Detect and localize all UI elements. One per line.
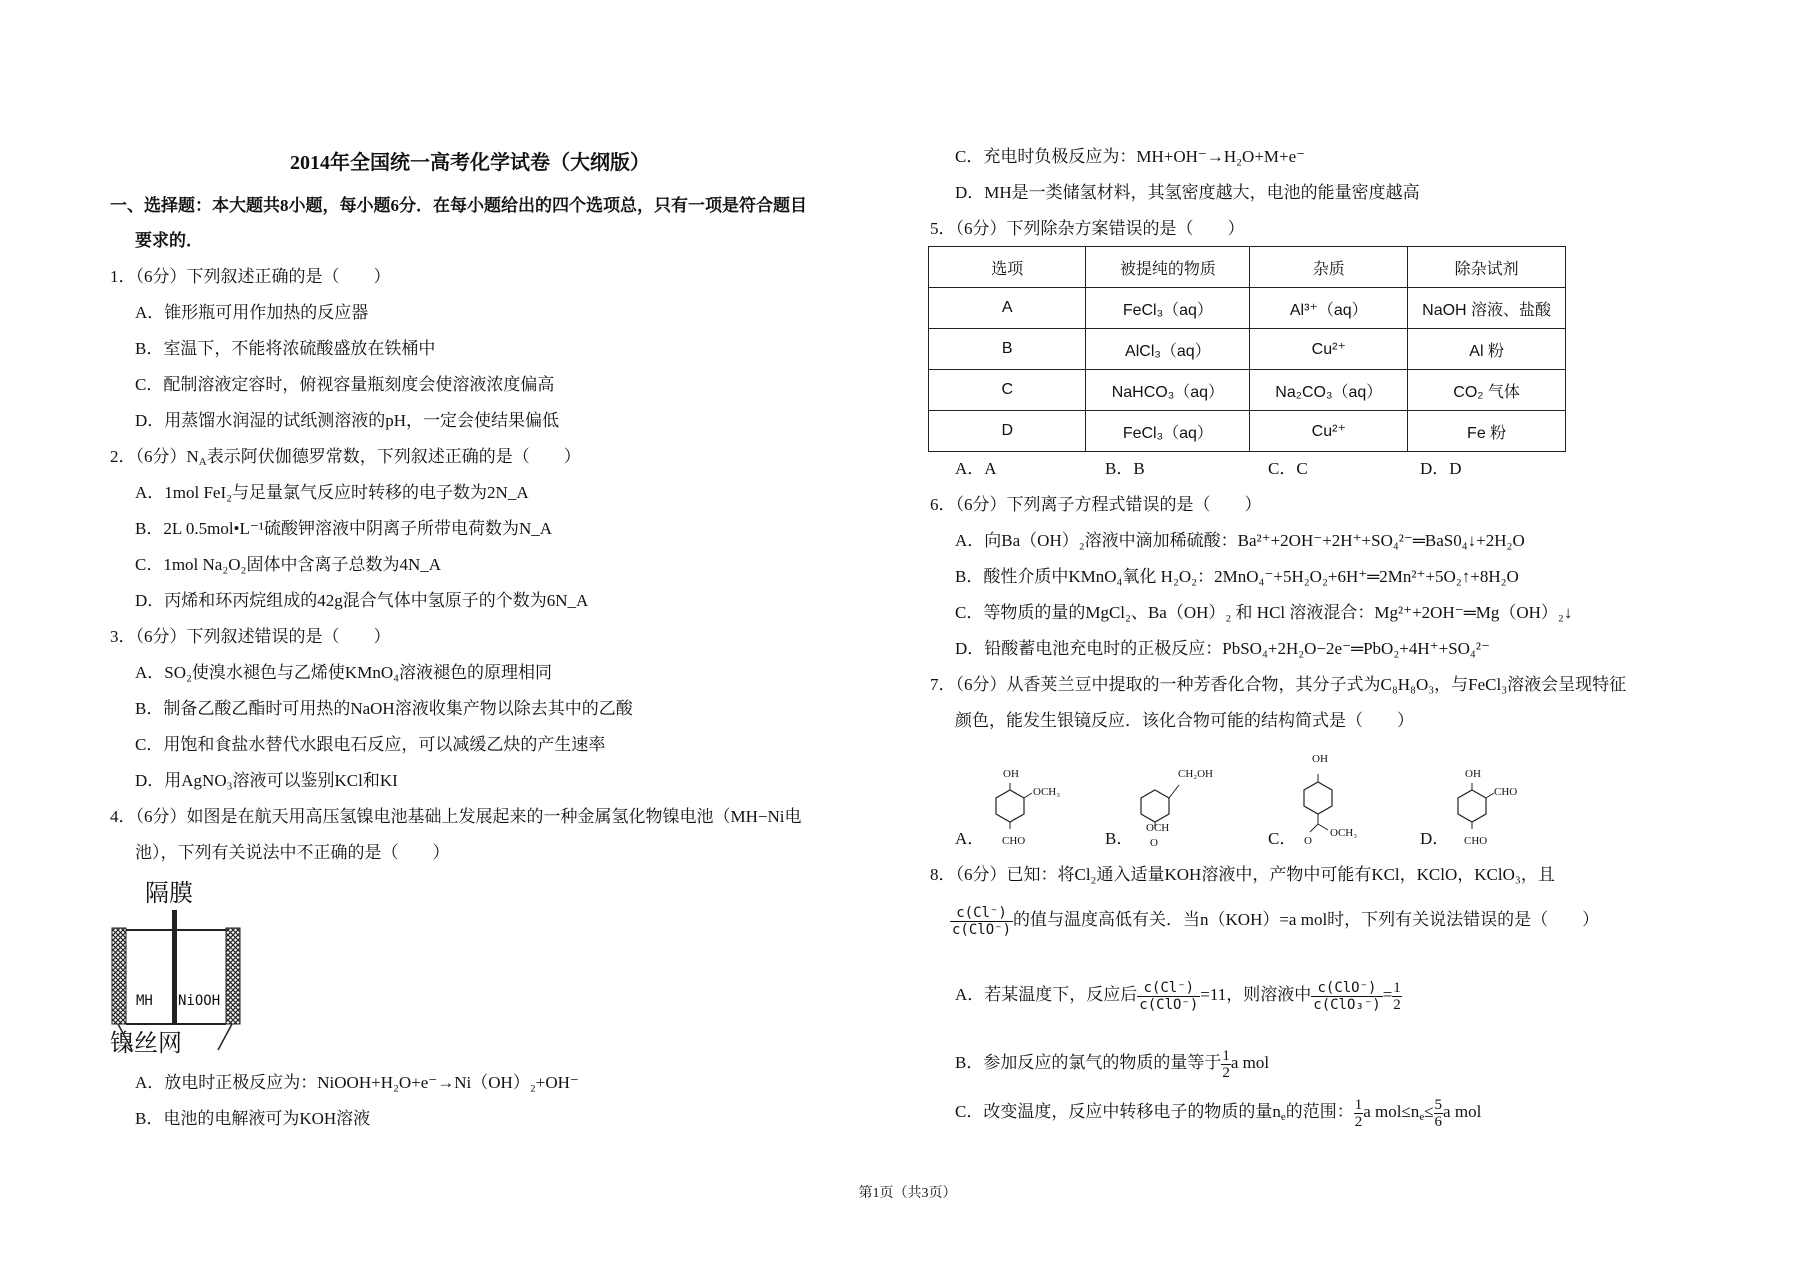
q7-option-b-label: B．: [1105, 829, 1134, 848]
q3-option-c: C．用饱和食盐水替代水跟电石反应，可以减缓乙炔的产生速率: [135, 735, 606, 754]
table-cell: Cu²⁺: [1250, 329, 1408, 370]
struct-a-cho: CHO: [1002, 835, 1026, 847]
page-footer: 第1页（共3页）: [858, 1186, 957, 1201]
q8-c-subscript-2: e: [1419, 1111, 1425, 1123]
page-title: 2014年全国统一高考化学试卷（大纲版）: [290, 152, 650, 174]
struct-d-cho-top: CHO: [1494, 786, 1518, 798]
table-row: [929, 411, 1566, 452]
fraction-numerator: c(ClO⁻): [1311, 980, 1382, 997]
figure-label-niooh: NiOOH: [178, 993, 221, 1009]
table-header-cell: 除杂试剂: [1408, 247, 1566, 288]
table-cell: B: [929, 329, 1086, 370]
fraction-numerator: c(Cl⁻): [1137, 980, 1200, 997]
table-cell: FeCl₃（aq）: [1086, 288, 1250, 329]
fraction-denominator: c(ClO⁻): [952, 921, 1012, 938]
struct-d-oh: OH: [1465, 768, 1481, 780]
table-cell: AlCl₃（aq）: [1086, 329, 1250, 370]
q8-option-a: [955, 975, 1402, 1015]
q3-stem: 3．（6分）下列叙述错误的是（ ）: [110, 627, 391, 646]
fraction-denominator: 2: [1222, 1064, 1230, 1081]
q8-c-middle-2: a mol≤n: [1363, 1102, 1420, 1121]
table-cell: C: [929, 370, 1086, 411]
q8-c-leq: ≤: [1424, 1102, 1434, 1121]
struct-b-o: O: [1150, 837, 1158, 849]
table-cell: Al³⁺（aq）: [1250, 288, 1408, 329]
table-header-cell: 杂质: [1250, 247, 1408, 288]
q7-stem-line2: 颜色，能发生银镜反应．该化合物可能的结构简式是（ ）: [955, 711, 1414, 730]
q8-b-suffix: a mol: [1230, 1053, 1270, 1072]
q8-a-middle: =11，则溶液中: [1200, 985, 1312, 1004]
q4-option-d: D．MH是一类储氢材料，其氢密度越大，电池的能量密度越高: [955, 183, 1420, 202]
q8-a-fraction-1: [1137, 980, 1200, 1013]
q8-c-suffix: a mol: [1443, 1102, 1482, 1121]
q8-a-equals: =: [1382, 985, 1393, 1004]
q7-stem-line1: 7．（6分）从香荚兰豆中提取的一种芳香化合物，其分子式为C₈H₈O₃，与FeCl₃溶液会呈现特征: [930, 675, 1627, 694]
q3-option-a: A．SO₂使溴水褪色与乙烯使KMnO₄溶液褪色的原理相同: [135, 663, 553, 682]
q6-option-b: B．酸性介质中KMnO₄氧化 H₂O₂：2MnO₄⁻+5H₂O₂+6H⁺═2Mn²⁺+5O₂↑+8H₂O: [955, 567, 1519, 586]
q4-option-a: A．放电时正极反应为：NiOOH+H₂O+e⁻→Ni（OH）₂+OH⁻: [135, 1073, 579, 1092]
q5-table: [928, 246, 1566, 452]
table-header-cell: 被提纯的物质: [1086, 247, 1250, 288]
fraction-numerator: 1: [1393, 979, 1401, 996]
q1-option-a: A．锥形瓶可用作加热的反应器: [135, 303, 369, 322]
q2-option-a: A．1mol FeI₂与足量氯气反应时转移的电子数为2N_A: [135, 483, 529, 502]
q8-stem-line2: [950, 900, 1599, 940]
fraction-denominator: 2: [1393, 996, 1401, 1013]
q2-option-b: B．2L 0.5mol•L⁻¹硫酸钾溶液中阴离子所带电荷数为N_A: [135, 519, 552, 538]
q5-option-b: B．B: [1105, 459, 1145, 478]
q4-stem-line2: 池），下列有关说法中不正确的是（ ）: [135, 843, 450, 862]
struct-c-oh: OH: [1312, 753, 1328, 765]
section-heading-cont: 要求的．: [135, 231, 203, 250]
q7-option-c-label: C．: [1268, 829, 1297, 848]
table-row: [929, 288, 1566, 329]
figure-label-mh: MH: [136, 993, 153, 1009]
q1-stem: 1．（6分）下列叙述正确的是（ ）: [110, 267, 391, 286]
table-cell: Cu²⁺: [1250, 411, 1408, 452]
table-cell: A: [929, 288, 1086, 329]
fraction-numerator: 1: [1222, 1047, 1230, 1064]
q2-stem-b: 表示阿伏伽德罗常数，下列叙述正确的是（ ）: [206, 447, 581, 466]
q2-stem-a: 2．（6分）N: [110, 447, 199, 466]
struct-b-och: OCH: [1146, 822, 1170, 834]
q2-stem-sub: A: [198, 456, 207, 468]
q8-c-fraction-2: [1434, 1097, 1444, 1130]
struct-c-och3: OCH₃: [1330, 827, 1358, 839]
table-cell: CO₂ 气体: [1408, 370, 1566, 411]
q3-option-b: B．制备乙酸乙酯时可用热的NaOH溶液收集产物以除去其中的乙酸: [135, 699, 633, 718]
q6-option-d: D．铅酸蓄电池充电时的正极反应：PbSO₄+2H₂O−2e⁻═PbO₂+4H⁺+SO₄²⁻: [955, 639, 1490, 658]
q8-a-fraction-2: [1311, 980, 1382, 1013]
struct-b-ch2oh: CH₂OH: [1178, 768, 1214, 780]
q4-option-b: B．电池的电解液可为KOH溶液: [135, 1109, 371, 1128]
q3-option-d: D．用AgNO₃溶液可以鉴别KCl和KI: [135, 771, 398, 790]
q1-option-c: C．配制溶液定容时，俯视容量瓶刻度会使溶液浓度偏高: [135, 375, 555, 394]
q8-a-result-fraction: [1392, 980, 1402, 1013]
fraction-numerator: c(Cl⁻): [950, 905, 1013, 922]
q5-option-c: C．C: [1268, 459, 1308, 478]
q6-option-a: A．向Ba（OH）₂溶液中滴加稀硫酸：Ba²⁺+2OH⁻+2H⁺+SO₄²⁻═BaS0₄↓+2H₂O: [955, 531, 1525, 550]
q7-option-a-label: A．: [955, 829, 985, 848]
table-header-cell: 选项: [929, 247, 1086, 288]
struct-a-oh: OH: [1003, 768, 1019, 780]
table-row: [929, 329, 1566, 370]
fraction-denominator: c(ClO⁻): [1139, 996, 1199, 1013]
table-cell: NaHCO₃（aq）: [1086, 370, 1250, 411]
q8-c-subscript: e: [1280, 1111, 1286, 1123]
struct-d-cho-bottom: CHO: [1464, 835, 1488, 847]
struct-a-och3: OCH₃: [1033, 786, 1061, 798]
q8-option-b: [955, 1043, 1269, 1083]
q8-b-prefix: B．参加反应的氯气的物质的量等于: [955, 1053, 1222, 1072]
q8-a-prefix: A．若某温度下，反应后: [955, 985, 1138, 1004]
q6-option-c: C．等物质的量的MgCl₂、Ba（OH）₂ 和 HCl 溶液混合：Mg²⁺+2OH⁻═Mg（OH）₂↓: [955, 603, 1573, 622]
fraction-numerator: 1: [1354, 1096, 1363, 1113]
q5-stem: 5．（6分）下列除杂方案错误的是（ ）: [930, 219, 1245, 238]
q8-c-fraction-1: [1354, 1097, 1364, 1130]
table-cell: FeCl₃（aq）: [1086, 411, 1250, 452]
q8-ratio-fraction: [950, 905, 1013, 938]
figure-label-separator: 隔膜: [145, 881, 193, 907]
q8-c-middle: 的范围：: [1285, 1102, 1354, 1121]
table-cell: Na₂CO₃（aq）: [1250, 370, 1408, 411]
q2-option-d: D．丙烯和环丙烷组成的42g混合气体中氢原子的个数为6N_A: [135, 591, 589, 610]
table-row: [929, 370, 1566, 411]
q1-option-d: D．用蒸馏水润湿的试纸测溶液的pH，一定会使结果偏低: [135, 411, 560, 430]
q2-option-c: C．1mol Na₂O₂固体中含离子总数为4N_A: [135, 555, 442, 574]
struct-c-o: O: [1304, 835, 1312, 847]
figure-label-nickel-mesh: 镍丝网: [110, 1031, 182, 1057]
q8-stem-line1: 8．（6分）已知：将Cl₂通入适量KOH溶液中，产物中可能有KCl，KClO，KClO₃，且: [930, 865, 1555, 884]
fraction-denominator: 6: [1434, 1113, 1443, 1130]
table-header-row: [929, 247, 1566, 288]
q6-stem: 6．（6分）下列离子方程式错误的是（ ）: [930, 495, 1262, 514]
table-cell: D: [929, 411, 1086, 452]
q2-stem: [110, 446, 581, 473]
q8-stem-text: 的值与温度高低有关．当n（KOH）=a mol时，下列有关说法错误的是（ ）: [1013, 910, 1600, 929]
fraction-denominator: c(ClO₃⁻): [1313, 996, 1381, 1013]
q8-b-fraction: [1221, 1048, 1231, 1081]
fraction-denominator: 2: [1354, 1113, 1363, 1130]
q5-option-a: A．A: [955, 459, 997, 478]
table-cell: Fe 粉: [1408, 411, 1566, 452]
q5-option-d: D．D: [1420, 459, 1462, 478]
q4-option-c: C．充电时负极反应为：MH+OH⁻→H₂O+M+e⁻: [955, 147, 1306, 166]
section-heading: 一、选择题：本大题共8小题，每小题6分．在每小题给出的四个选项总，只有一项是符合题目: [110, 196, 807, 215]
fraction-numerator: 5: [1434, 1096, 1443, 1113]
q8-option-c: [955, 1092, 1481, 1137]
q8-c-prefix: C．改变温度，反应中转移电子的物质的量n: [955, 1102, 1281, 1121]
q1-option-b: B．室温下，不能将浓硫酸盛放在铁桶中: [135, 339, 436, 358]
table-cell: NaOH 溶液、盐酸: [1408, 288, 1566, 329]
table-cell: Al 粉: [1408, 329, 1566, 370]
q7-option-d-label: D．: [1420, 829, 1450, 848]
q4-stem-line1: 4．（6分）如图是在航天用高压氢镍电池基础上发展起来的一种金属氢化物镍电池（MH−Ni电: [110, 807, 802, 826]
